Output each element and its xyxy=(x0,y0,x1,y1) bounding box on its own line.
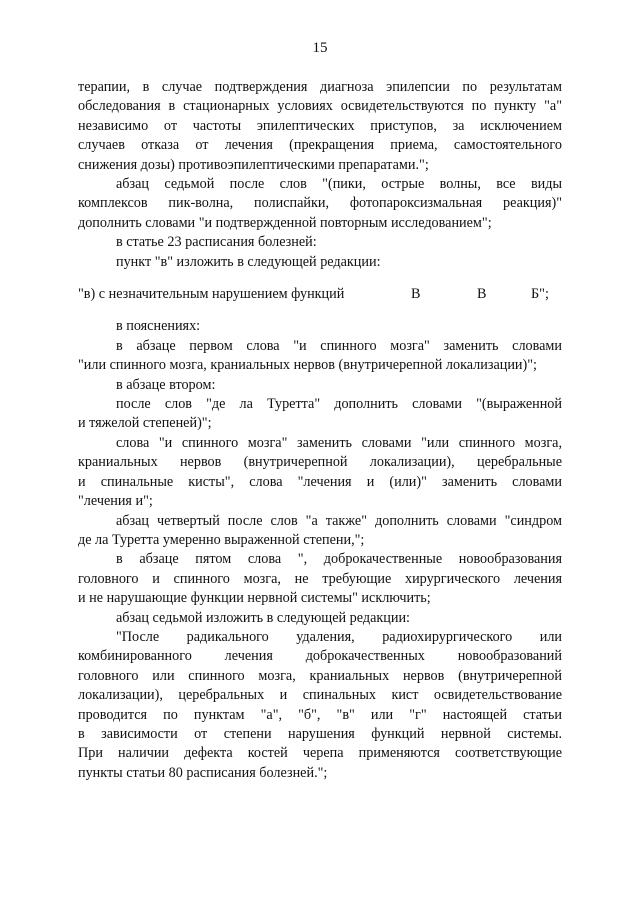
paragraph-point-v xyxy=(78,253,562,272)
text-line: абзац четвертый после слов "а также" дополнить словами "синдром xyxy=(116,512,562,529)
text-line: "После радикального удаления, радиохирургического или xyxy=(116,628,562,645)
paragraph-tourette xyxy=(78,395,562,434)
paragraph-first-abzac xyxy=(78,337,562,376)
page-number: 15 xyxy=(312,40,328,56)
text-line: пункты статьи 80 расписания болезней."; xyxy=(78,764,328,781)
text-line: локализации), церебральных и спинальных кист освидетельствование xyxy=(78,687,562,704)
text-line: и спинальные кисты", слова "лечения и (или)" заменить словами xyxy=(78,473,562,490)
text-line: и не нарушающие функции нервной системы" исключить; xyxy=(78,590,431,607)
table-cell-category-1: В xyxy=(411,286,421,303)
text-line: "лечения и"; xyxy=(78,493,153,510)
paragraph-second-abzac xyxy=(78,376,562,395)
text-line: абзац седьмой после слов "(пики, острые волны, все виды xyxy=(116,176,562,193)
paragraph-seventh-abzac-new xyxy=(78,609,562,628)
paragraph-spinal-cord-words xyxy=(78,434,562,512)
paragraph-seventh-abzac xyxy=(78,175,562,233)
text-line: комбинированного лечения доброкачественных новообразований xyxy=(78,648,562,665)
text-line: головного и спинного мозга, не требующие хирургического лечения xyxy=(78,570,562,587)
text-line: в статье 23 расписания болезней: xyxy=(116,234,317,251)
schedule-table-row xyxy=(78,285,562,304)
text-line: де ла Туретта умеренно выраженной степени,"; xyxy=(78,531,365,548)
text-line: независимо от частоты эпилептических приступов, за исключением xyxy=(78,117,562,134)
text-line: после слов "де ла Туретта" дополнить словами "(выраженной xyxy=(116,396,562,413)
text-line: комплексов пик-волна, полиспайки, фотопароксизмальная реакция)" xyxy=(78,195,562,212)
text-line: случаев отказа от лечения (прекращения приема, самостоятельного xyxy=(78,137,562,154)
paragraph-explanations xyxy=(78,317,562,336)
text-line: в абзаце первом слова "и спинного мозга" заменить словами xyxy=(116,337,562,354)
text-line: головного или спинного мозга, краниальных нервов (внутричерепной xyxy=(78,667,562,684)
text-line: слова "и спинного мозга" заменить словами "или спинного мозга, xyxy=(116,434,562,451)
text-line: краниальных нервов (внутричерепной локализации), церебральные xyxy=(78,454,562,471)
paragraph-new-text-quote xyxy=(78,628,562,783)
text-line: терапии, в случае подтверждения диагноза эпилепсии по результатам xyxy=(78,79,562,95)
paragraph-epilepsy-diagnosis xyxy=(78,78,562,175)
text-line: проводится по пунктам "а", "б", "в" или "г" настоящей статьи xyxy=(78,706,562,723)
table-cell-category-3: Б"; xyxy=(531,286,549,303)
text-line: обследования в стационарных условиях освидетельствуются по пункту "а" xyxy=(78,98,562,115)
text-line: абзац седьмой изложить в следующей редакции: xyxy=(116,609,411,626)
paragraph-article-23 xyxy=(78,233,562,252)
text-line: дополнить словами "и подтвержденной повторным исследованием"; xyxy=(78,214,492,231)
text-line: в пояснениях: xyxy=(116,318,201,335)
table-cell-category-2: В xyxy=(477,286,487,303)
paragraph-fifth-abzac xyxy=(78,550,562,608)
text-line: в зависимости от степени нарушения функций нервной системы. xyxy=(78,725,562,742)
text-line: в абзаце втором: xyxy=(116,376,216,393)
table-row-text: "в) с незначительным нарушением функций xyxy=(78,286,345,303)
paragraph-fourth-abzac xyxy=(78,512,562,551)
text-line: в абзаце пятом слова ", доброкачественные новообразования xyxy=(116,551,562,568)
text-line: При наличии дефекта костей черепа применяются соответствующие xyxy=(78,745,562,762)
document-body xyxy=(78,78,562,783)
text-line: пункт "в" изложить в следующей редакции: xyxy=(116,253,381,270)
text-line: снижения дозы) противоэпилептическими препаратами."; xyxy=(78,156,429,173)
text-line: и тяжелой степеней)"; xyxy=(78,415,212,432)
text-line: "или спинного мозга, краниальных нервов (внутричерепной локализации)"; xyxy=(78,357,537,374)
